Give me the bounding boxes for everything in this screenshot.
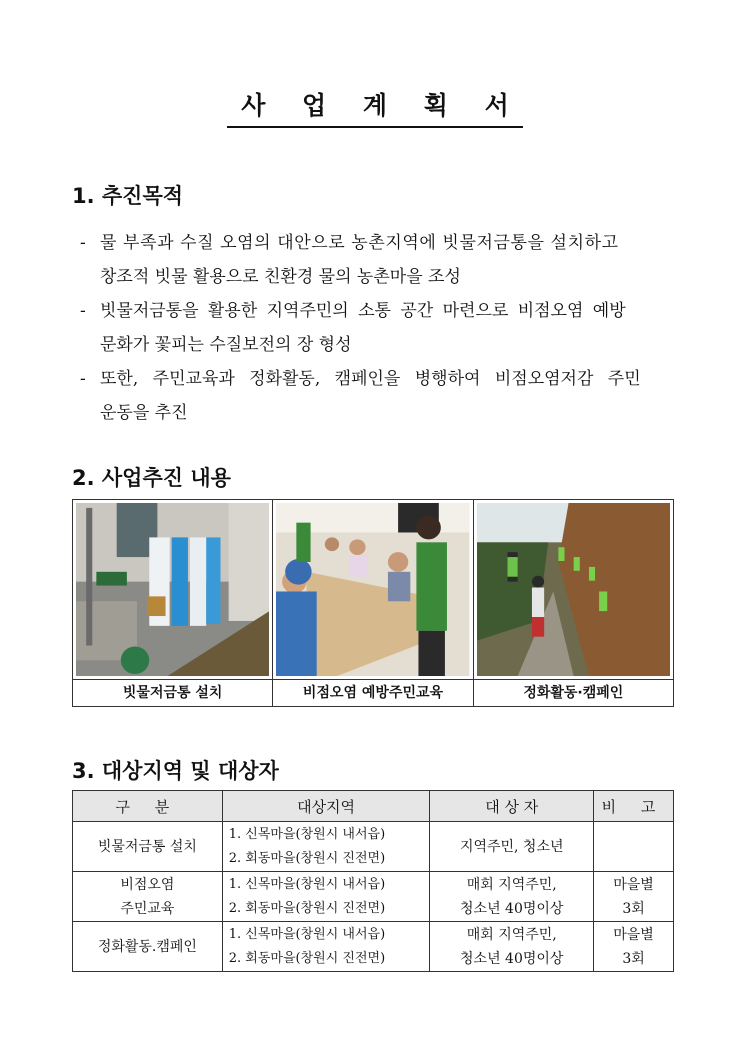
region-item: 1. 신목마을(창원시 내서읍) (228, 926, 386, 942)
target-text: 지역주민, 청소년 (459, 838, 564, 855)
target-cell (430, 872, 594, 922)
bullet-line: 운동을 추진 (100, 403, 188, 423)
target-cell (430, 822, 594, 872)
table-header: 비 고 (594, 791, 674, 822)
section1-heading: 1. 추진목적 (72, 184, 184, 208)
region-item: 1. 신목마을(창원시 내서읍) (228, 876, 386, 892)
cleanup-photo (477, 503, 670, 676)
target-text: 청소년 40명이상 (460, 950, 564, 967)
table-header-row (73, 791, 674, 822)
photo-caption: 빗물저금통 설치 (73, 679, 272, 706)
purpose-bullet (80, 294, 690, 362)
category-cell (73, 872, 223, 922)
category-text: 주민교육 (120, 900, 175, 917)
table-row (73, 872, 674, 922)
region-cell (222, 922, 430, 972)
bullet-line: 또한, 주민교육과 정화활동, 캠페인을 병행하여 비점오염저감 주민 (100, 369, 641, 389)
target-text: 매회 지역주민, (466, 876, 557, 893)
target-table (72, 790, 674, 972)
note-cell (594, 872, 674, 922)
section2-heading: 2. 사업추진 내용 (72, 466, 231, 490)
dash-marker: - (80, 369, 86, 389)
note-text: 3회 (622, 900, 645, 917)
target-cell (430, 922, 594, 972)
photo-cell (474, 500, 673, 706)
bullet-line: 창조적 빗물 활용으로 친환경 물의 농촌마을 조성 (100, 267, 461, 287)
region-item: 2. 회동마을(창원시 진전면) (228, 950, 386, 966)
dash-marker: - (80, 233, 86, 253)
target-text: 매회 지역주민, (466, 926, 557, 943)
category-cell (73, 922, 223, 972)
category-text: 빗물저금통 설치 (97, 838, 197, 855)
purpose-bullet (80, 226, 690, 294)
education-photo (276, 503, 469, 676)
photo-caption: 비점오염 예방주민교육 (273, 679, 472, 706)
document-title: 사 업 계 획 서 (227, 86, 523, 128)
dash-marker: - (80, 301, 86, 321)
bullet-line: 빗물저금통을 활용한 지역주민의 소통 공간 마련으로 비점오염 예방 (100, 301, 626, 321)
purpose-bullet (80, 362, 690, 430)
category-text: 비점오염 (120, 876, 175, 893)
region-item: 2. 회동마을(창원시 진전면) (228, 900, 386, 916)
category-text: 정화활동.캠페인 (97, 938, 197, 955)
table-header: 대상지역 (222, 791, 430, 822)
document-title-wrap (0, 86, 750, 128)
bullet-line: 문화가 꽃피는 수질보전의 장 형성 (100, 335, 352, 355)
table-header: 대 상 자 (430, 791, 594, 822)
photo-cell (273, 500, 473, 706)
purpose-bullet-list (80, 226, 690, 430)
region-item: 1. 신목마을(창원시 내서읍) (228, 826, 386, 842)
region-cell (222, 822, 430, 872)
bullet-line: 물 부족과 수질 오염의 대안으로 농촌지역에 빗물저금통을 설치하고 (100, 233, 619, 253)
note-cell (594, 922, 674, 972)
table-header: 구 분 (73, 791, 223, 822)
table-row (73, 922, 674, 972)
note-text: 마을별 (613, 926, 654, 943)
region-cell (222, 872, 430, 922)
target-text: 청소년 40명이상 (460, 900, 564, 917)
table-row (73, 822, 674, 872)
note-cell (594, 822, 674, 872)
photo-grid (72, 499, 674, 707)
note-text: 3회 (622, 950, 645, 967)
region-item: 2. 회동마을(창원시 진전면) (228, 850, 386, 866)
category-cell (73, 822, 223, 872)
rain-barrel-photo (76, 503, 269, 676)
note-text: 마을별 (613, 876, 654, 893)
section3-heading: 3. 대상지역 및 대상자 (72, 759, 279, 783)
photo-cell (73, 500, 273, 706)
photo-caption: 정화활동·캠페인 (474, 679, 673, 706)
